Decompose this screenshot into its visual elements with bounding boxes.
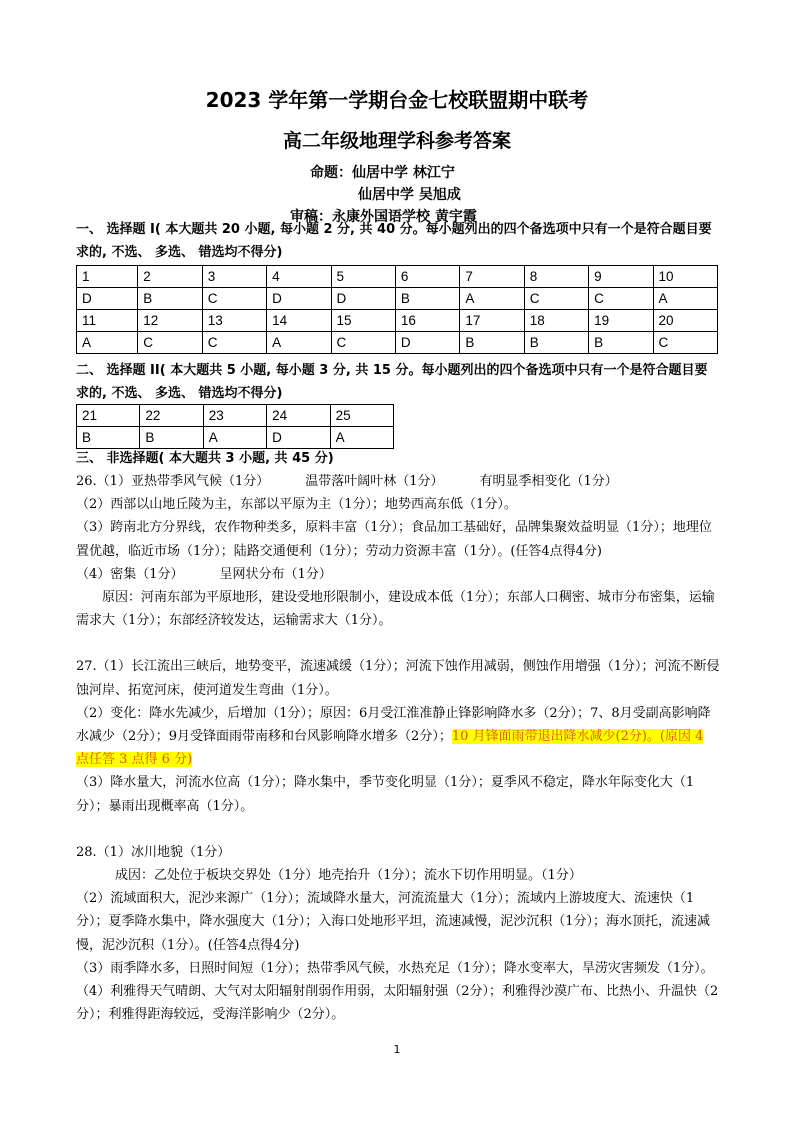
q26-line4: （4）密集（1分） 呈网状分布（1分） <box>76 566 332 582</box>
answer-table-1-cell: B <box>138 288 202 310</box>
q26-line2: （2）西部以山地丘陵为主，东部以平原为主（1分）；地势西高东低（1分）。 <box>76 497 517 513</box>
section1-heading: 一、 选择题 I( 本大题共 20 小题, 每小题 2 分, 共 40 分。每小题列出的四个备选项中只有一个是符合题目要求的, 不选、 多选、 错选均不得分) <box>76 222 712 260</box>
answer-table-2-cell: 21 <box>77 405 140 427</box>
answer-table-1-cell: B <box>589 332 653 354</box>
page-number: 1 <box>393 1043 401 1056</box>
answer-table-1-cell: 18 <box>524 310 588 332</box>
answer-table-1-cell: C <box>202 332 266 354</box>
answer-table-1-cell: 2 <box>138 266 202 288</box>
answer-table-1-cell: D <box>77 288 138 310</box>
answer-table-1-cell: 4 <box>267 266 331 288</box>
q28-line4: （3）雨季降水多，日照时间短（1分）；热带季风气候，水热充足（1分）；降水变率大，旱涝灾害频发（1分）。 <box>76 960 714 976</box>
answer-table-1-cell: D <box>395 332 459 354</box>
answer-table-2-cell: A <box>330 427 393 449</box>
section2-heading: 二、 选择题 II( 本大题共 5 小题, 每小题 3 分, 共 15 分。每小题列出的四个备选项中只有一个是符合题目要求的, 不选、 多选、 错选均不得分) <box>76 363 708 401</box>
answer-table-1-cell: B <box>395 288 459 310</box>
answer-table-1-cell: 20 <box>653 310 717 332</box>
answer-table-2-cell: D <box>267 427 330 449</box>
answer-table-1-cell: C <box>524 288 588 310</box>
answer-table-1-cell: C <box>331 332 395 354</box>
answer-table-1-cell: A <box>653 288 717 310</box>
answer-body <box>76 470 720 1026</box>
answer-table-1-cell: C <box>589 288 653 310</box>
answer-table-1-cell: 14 <box>267 310 331 332</box>
answer-table-1-cell: B <box>524 332 588 354</box>
answer-table-1-cell: 15 <box>331 310 395 332</box>
highlighted-answer: 10 月锋面雨带退出降水减少(2分)。(原因 4 点任答 3 点得 6 分) <box>76 729 704 768</box>
answer-table-2-cell: B <box>140 427 203 449</box>
answer-table-1-cell: 16 <box>395 310 459 332</box>
q26-line3: （3）跨南北方分界线，农作物种类多，原料丰富（1分）；食品加工基础好，品牌集聚效益明显（1分）；地理位置优越，临近市场（1分）；陆路交通便利（1分）；劳动力资源丰富（1分）。(任答4点得4分) <box>76 520 712 559</box>
answer-table-1-cell: 3 <box>202 266 266 288</box>
answer-table-1-cell: 9 <box>589 266 653 288</box>
answer-table-1-row <box>77 332 718 354</box>
answer-table-2-cell: 22 <box>140 405 203 427</box>
author-line-2: 仙居中学 吴旭成 <box>358 187 461 203</box>
answer-table-2-cell: A <box>203 427 266 449</box>
page-subtitle: 高二年级地理学科参考答案 <box>282 130 511 152</box>
q27-line3: （3）降水量大，河流水位高（1分）；降水集中，季节变化明显（1分）；夏季风不稳定，降水年际变化大（1分）；暴雨出现概率高（1分）。 <box>76 775 695 814</box>
q26-line1: 26.（1）亚热带季风气候（1分） 温带落叶阔叶林（1分） 有明显季相变化（1分） <box>76 474 618 489</box>
q28-line1: 28.（1）冰川地貌（1分） <box>76 844 231 860</box>
answer-table-2-cell: 24 <box>267 405 330 427</box>
answer-table-1-cell: 10 <box>653 266 717 288</box>
answer-table-1-cell: A <box>77 332 138 354</box>
reviewer-line: 审稿：永康外国语学校 黄宇霞 <box>290 209 477 225</box>
q28-line5: （4）利雅得天气晴朗、大气对太阳辐射削弱作用弱，太阳辐射强（2分）；利雅得沙漠广布、比热小、升温快（2分）；利雅得距海较远，受海洋影响少（2分）。 <box>76 984 719 1023</box>
q27-line2: （2）变化：降水先减少，后增加（1分）；原因：6月受江淮准静止锋影响降水多（2分）；7、8月受副高影响降水减少（2分）；9月受锋面雨带南移和台风影响降水增多（2分）；10 月锋面雨带退出降水减少(2分)。(原因 4 点任答 3 点得 6 分) <box>76 705 711 768</box>
answer-table-1-row <box>77 266 718 288</box>
answer-table-1-cell: 8 <box>524 266 588 288</box>
answer-table-1-cell: D <box>267 288 331 310</box>
q28-line3: （2）流域面积大，泥沙来源广（1分）；流域降水量大，河流流量大（1分）；流域内上游坡度大、流速快（1分）；夏季降水集中，降水强度大（1分）；入海口处地形平坦，流速减慢，泥沙沉积（1分）；海水顶托，流速减慢，泥沙沉积（1分）。(任答4点得4分) <box>76 891 711 953</box>
answer-table-1-cell: A <box>460 288 524 310</box>
answer-table-1-cell: C <box>202 288 266 310</box>
answer-table-1-cell: 17 <box>460 310 524 332</box>
answer-table-1-cell: D <box>331 288 395 310</box>
answer-table-1-cell: B <box>460 332 524 354</box>
section3-heading: 三、 非选择题( 本大题共 3 小题, 共 45 分) <box>76 451 334 466</box>
q26-line5: 原因：河南东部为平原地形，建设受地形限制小，建设成本低（1分）；东部人口稠密、城市分布密集，运输需求大（1分）；东部经济较发达，运输需求大（1分）。 <box>76 590 715 629</box>
answer-table-1-cell: C <box>138 332 202 354</box>
author-line-1: 命题：仙居中学 林江宁 <box>310 165 455 181</box>
answer-table-1-cell: 12 <box>138 310 202 332</box>
answer-table-1-cell: 13 <box>202 310 266 332</box>
answer-table-1-cell: 1 <box>77 266 138 288</box>
answer-table-1-cell: 11 <box>77 310 138 332</box>
page-title: 2023 学年第一学期台金七校联盟期中联考 <box>205 88 589 112</box>
answer-table-1-row <box>77 288 718 310</box>
answer-table-2-cell: 23 <box>203 405 266 427</box>
q28-line2: 成因：乙处位于板块交界处（1分）地壳抬升（1分）；流水下切作用明显。（1分） <box>115 868 582 884</box>
answer-table-1-cell: 6 <box>395 266 459 288</box>
answer-table-2-cell: 25 <box>330 405 393 427</box>
answer-table-1-row <box>77 310 718 332</box>
answer-table-2-cell: B <box>77 427 140 449</box>
answer-table-1-cell: 7 <box>460 266 524 288</box>
answer-table-1-cell: C <box>653 332 717 354</box>
answer-table-2-row <box>77 405 394 427</box>
answer-table-1-cell: A <box>267 332 331 354</box>
answer-table-1-cell: 19 <box>589 310 653 332</box>
answer-table-2 <box>76 404 394 449</box>
answer-table-1 <box>76 265 718 354</box>
q27-line1: 27.（1）长江流出三峡后，地势变平，流速减缓（1分）；河流下蚀作用减弱，侧蚀作用增强（1分）；河流不断侵蚀河岸、拓宽河床，使河道发生弯曲（1分）。 <box>76 659 720 698</box>
answer-table-1-cell: 5 <box>331 266 395 288</box>
answer-table-2-row <box>77 427 394 449</box>
